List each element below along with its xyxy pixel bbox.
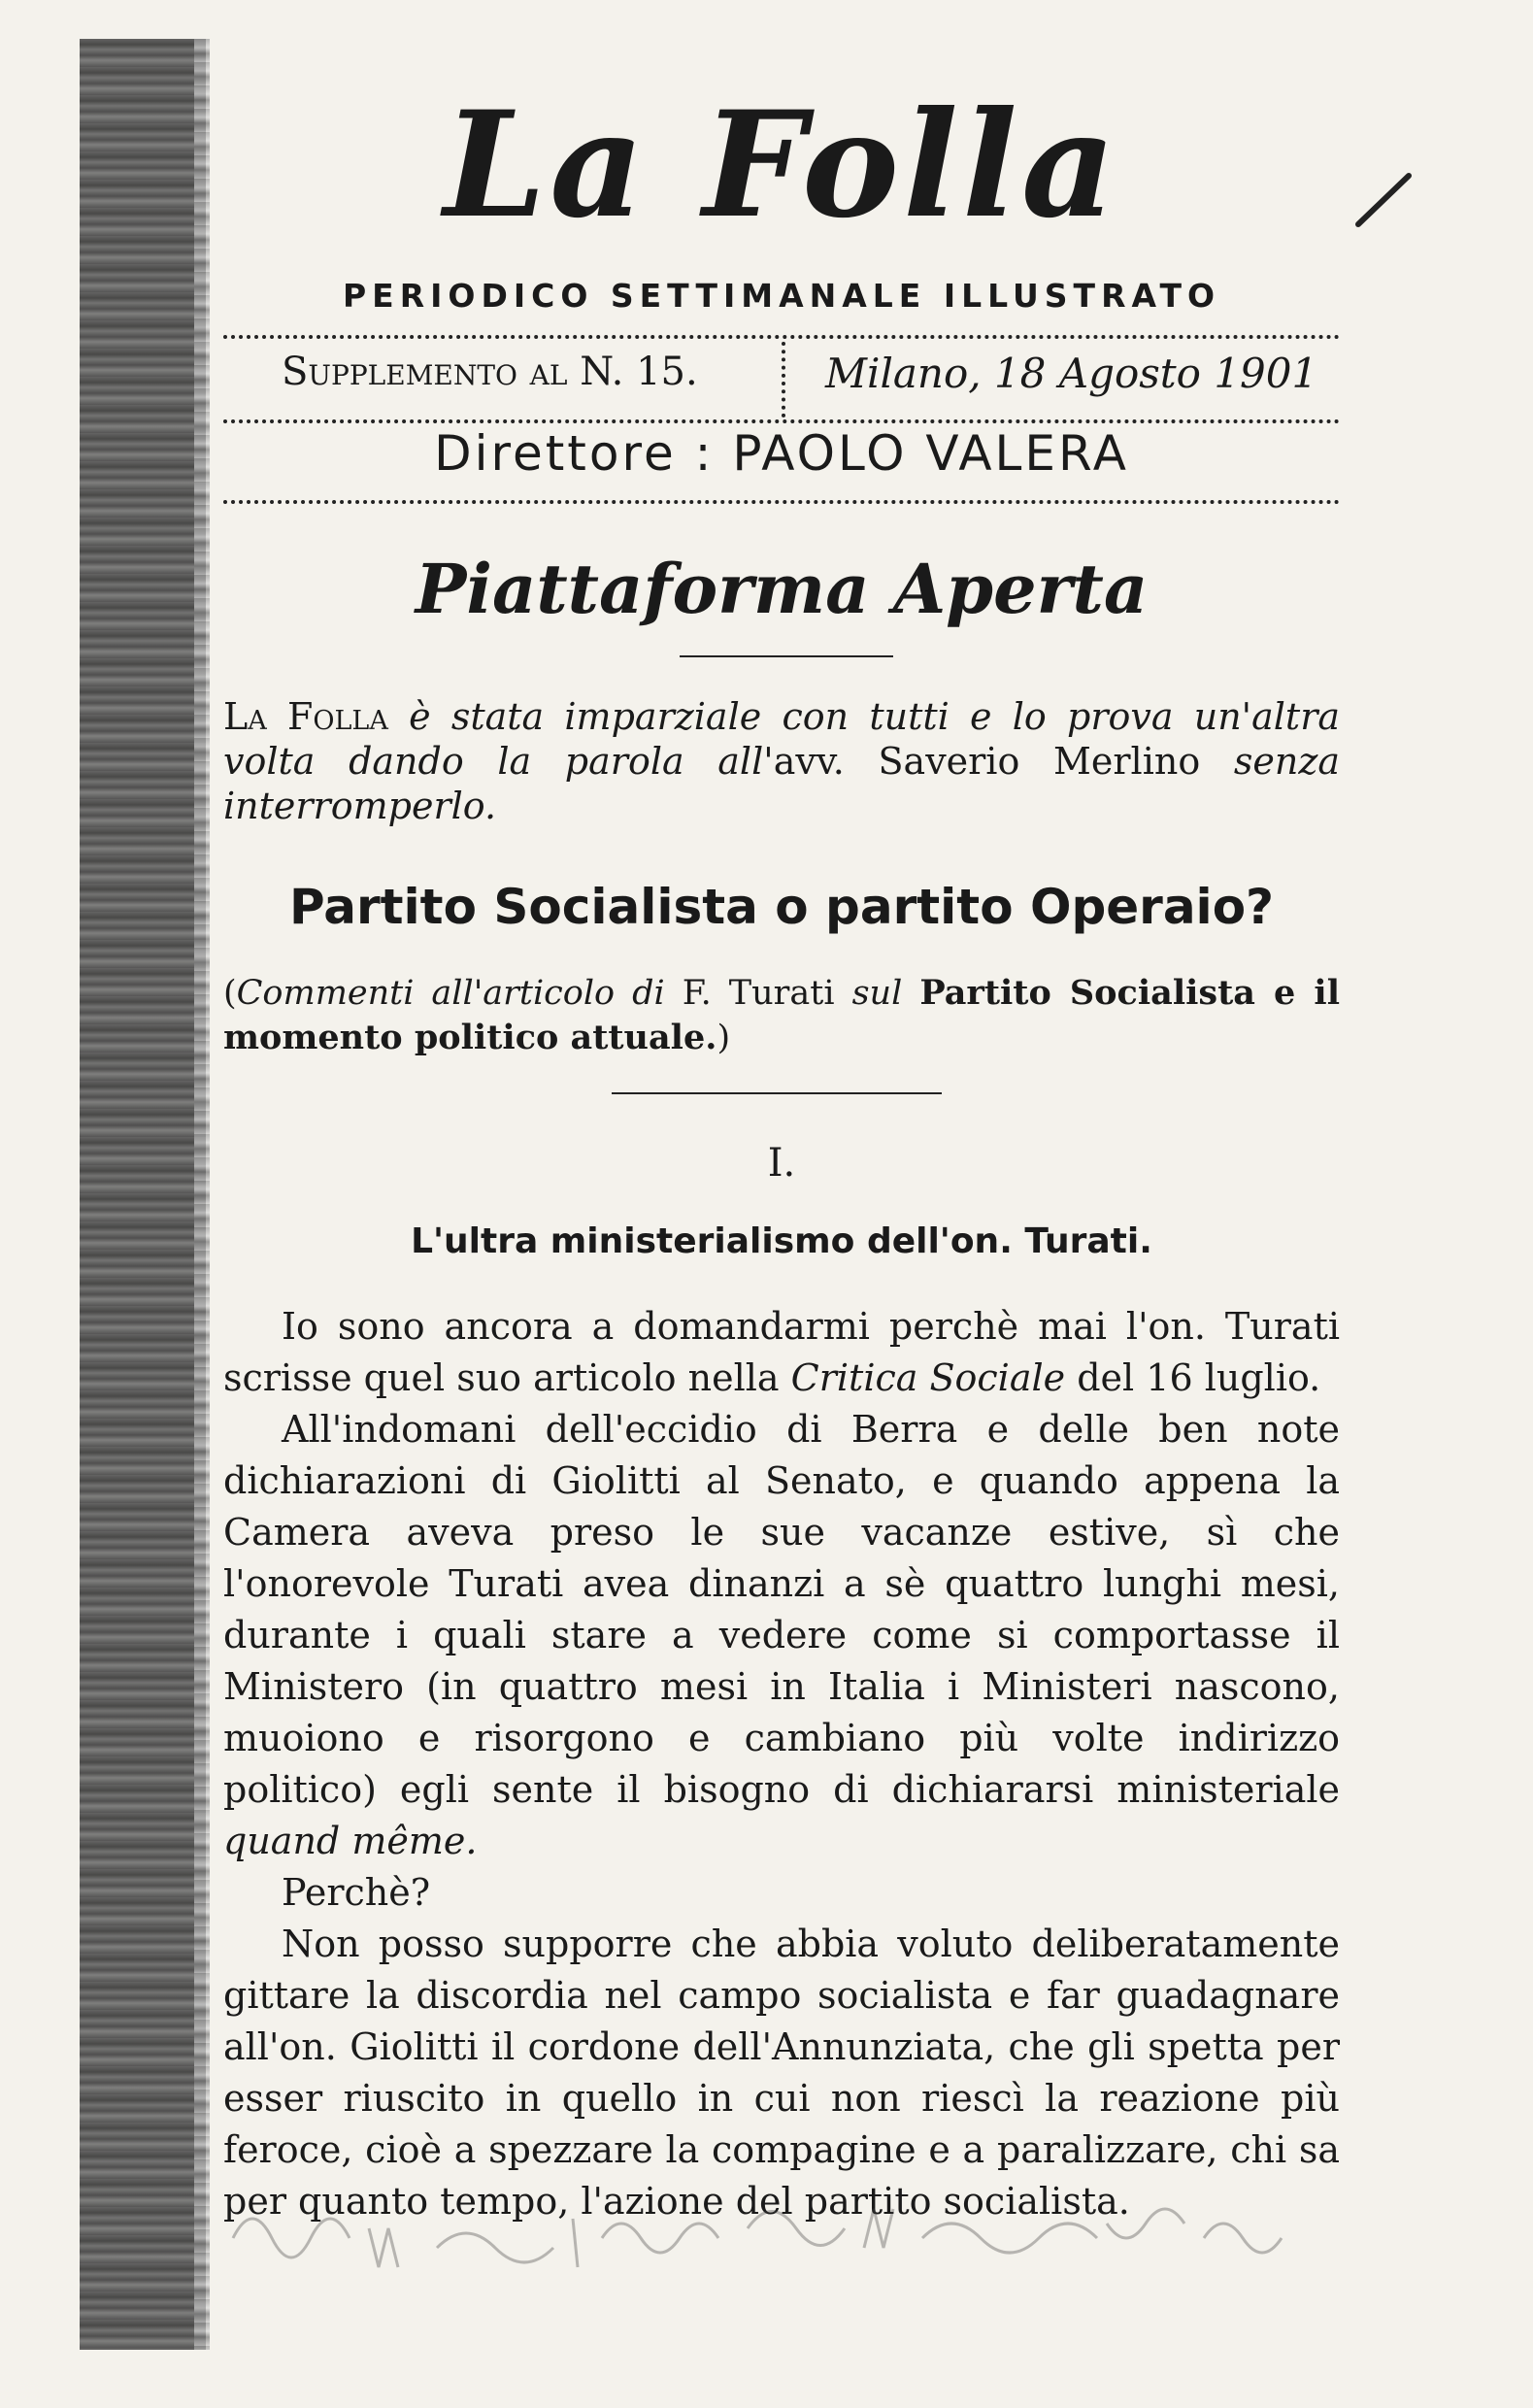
p1-italic: Critica Sociale (790, 1356, 1066, 1399)
dotted-divider-top (223, 335, 1340, 339)
p1-text-b: del 16 luglio. (1077, 1356, 1321, 1399)
p1-text-a: Io sono ancora a domandarmi perchè mai l'on. Turati scrisse quel suo articolo nella (223, 1305, 1340, 1399)
dateline: Milano, 18 Agosto 1901 (825, 350, 1318, 397)
section-title: Piattaforma Aperta (415, 549, 1149, 629)
article-subhead: L'ultra ministerialismo dell'on. Turati. (411, 1221, 1152, 1261)
comment-close-paren: ) (717, 1019, 731, 1057)
article-comment (223, 971, 1340, 1060)
intro-text-3: senza interromperlo. (223, 740, 1340, 827)
p2-text-a: All'indomani dell'eccidio di Berra e delle ben note dichiarazioni di Giolitti al Senato, e quando appena la Camera aveva preso le sue vacanze estive, sì che l'onorevole Turati avea dinanzi a sè quattro lunghi mesi, durante i quali stare a vedere come si comportasse il Ministero (in quattro mesi in Italia i Ministeri nascono, muoiono e risorgono e cambiano più volte indirizzo politico) egli sente il bisogno di dichiararsi ministeriale (223, 1408, 1340, 1811)
article-title: Partito Socialista o partito Operaio? (288, 879, 1275, 935)
masthead-title: La Folla (443, 80, 1120, 251)
body-paragraph-4: Non posso supporre che abbia voluto deliberatamente gittare la discordia nel campo socialista e far guadagnare all'on. Giolitti il cordone dell'Annunziata, che gli spetta per esser riuscito in quello in cui non riescì la reazione più feroce, cioè a spezzare la compagine e a paralizzare, chi sa per quanto tempo, l'azione del partito socialista. (223, 1923, 1340, 2223)
article-body (223, 1301, 1340, 2227)
p2-italic: quand même. (223, 1820, 478, 1862)
comment-author: F. Turati (682, 974, 835, 1013)
section-title-rule (680, 655, 893, 657)
comment-italic-1: Commenti all'articolo di (236, 974, 665, 1013)
comment-bold-title: Partito Socialista e il momento politico attuale. (223, 973, 1341, 1057)
handwritten-annotation-scribble (223, 2180, 1340, 2296)
intro-text-1: è stata imparziale con tutti e lo prova un'altra volta dando la parola all' (223, 695, 1341, 783)
body-paragraph-3: Perchè? (282, 1871, 431, 1914)
article-rule (612, 1092, 942, 1094)
dotted-vertical-divider (782, 342, 785, 418)
section-number: I. (767, 1141, 796, 1186)
supplement-label: Supplemento al N. 15. (282, 350, 698, 394)
body-paragraph-2 (223, 1404, 1340, 1867)
comment-italic-2: sul (851, 974, 903, 1013)
intro-newspaper-name: La Folla (223, 695, 388, 738)
comment-open-paren: ( (223, 974, 237, 1013)
binding-strip (80, 39, 206, 2350)
dotted-divider-middle (223, 419, 1340, 423)
intro-paragraph (223, 694, 1340, 828)
masthead-subtitle: PERIODICO SETTIMANALE ILLUSTRATO (342, 277, 1221, 315)
intro-text-2: avv. Saverio Merlino (773, 740, 1201, 783)
director-line: Direttore : PAOLO VALERA (434, 425, 1129, 482)
body-paragraph-1 (223, 1301, 1340, 1404)
pen-stroke-mark (1354, 170, 1413, 228)
dotted-divider-bottom (223, 500, 1340, 504)
binding-edge (194, 39, 210, 2350)
